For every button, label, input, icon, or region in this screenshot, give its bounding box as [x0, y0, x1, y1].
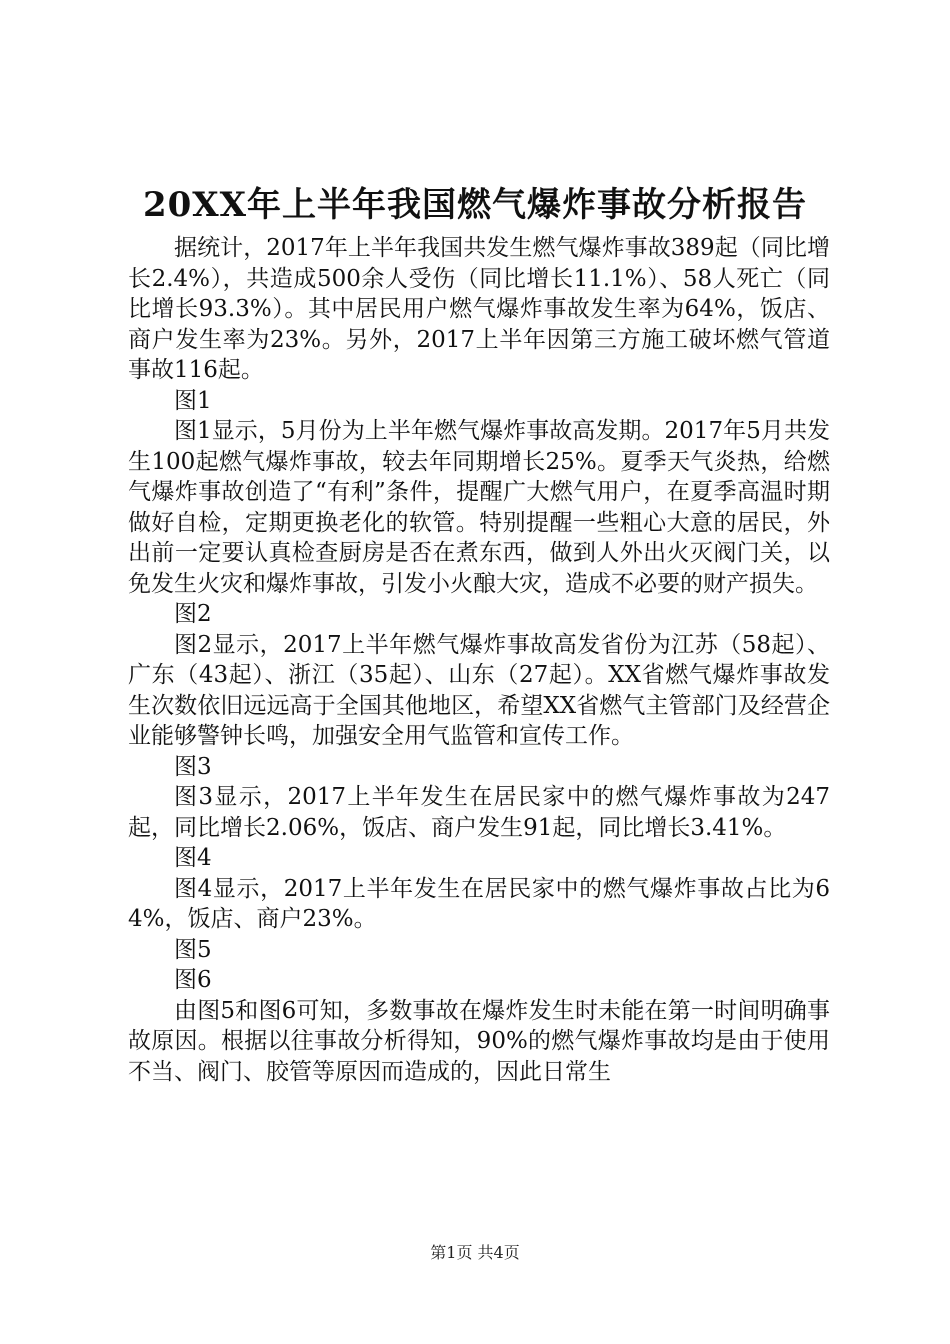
- paragraph-figure-4: 图4显示，2017上半年发生在居民家中的燃气爆炸事故占比为64%，饭店、商户23%。: [128, 875, 830, 932]
- paragraph-figure-2: 图2显示，2017上半年燃气爆炸事故高发省份为江苏（58起）、广东（43起）、浙江（35起）、山东（27起）。XX省燃气爆炸事故发生次数依旧远远高于全国其他地区，希望XX省燃气主管部门及经营企业能够警钟长鸣，加强安全用气监管和宣传工作。: [128, 631, 830, 749]
- paragraph-statistics: 据统计，2017年上半年我国共发生燃气爆炸事故389起（同比增长2.4%），共造成500余人受伤（同比增长11.1%）、58人死亡（同比增长93.3%）。其中居民用户燃气爆炸事故发生率为64%，饭店、商户发生率为23%。另外，2017上半年因第三方施工破坏燃气管道事故116起。: [128, 235, 830, 383]
- document-body: [128, 233, 830, 1087]
- figure-3-label: 图3: [174, 753, 212, 780]
- paragraph-figure-1: 图1显示，5月份为上半年燃气爆炸事故高发期。2017年5月共发生100起燃气爆炸事故，较去年同期增长25%。夏季天气炎热，给燃气爆炸事故创造了“有利”条件，提醒广大燃气用户，在夏季高温时期做好自检，定期更换老化的软管。特别提醒一些粗心大意的居民，外出前一定要认真检查厨房是否在煮东西，做到人外出火灭阀门关，以免发生火灾和爆炸事故，引发小火酿大灾，造成不必要的财产损失。: [128, 418, 830, 597]
- figure-5-label: 图5: [174, 936, 212, 963]
- paragraph-figure-3: 图3显示，2017上半年发生在居民家中的燃气爆炸事故为247起，同比增长2.06%，饭店、商户发生91起，同比增长3.41%。: [128, 784, 830, 841]
- figure-2-label: 图2: [174, 601, 212, 627]
- figure-6-label: 图6: [174, 967, 212, 993]
- figure-1-label: 图1: [174, 387, 212, 414]
- document-title: 20XX年上半年我国燃气爆炸事故分析报告: [142, 185, 808, 225]
- paragraph-figure-5-6: 由图5和图6可知，多数事故在爆炸发生时未能在第一时间明确事故原因。根据以往事故分析得知，90%的燃气爆炸事故均是由于使用不当、阀门、胶管等原因而造成的，因此日常生: [128, 997, 830, 1085]
- page-footer: 第1页 共4页: [430, 1243, 520, 1262]
- figure-4-label: 图4: [174, 845, 212, 871]
